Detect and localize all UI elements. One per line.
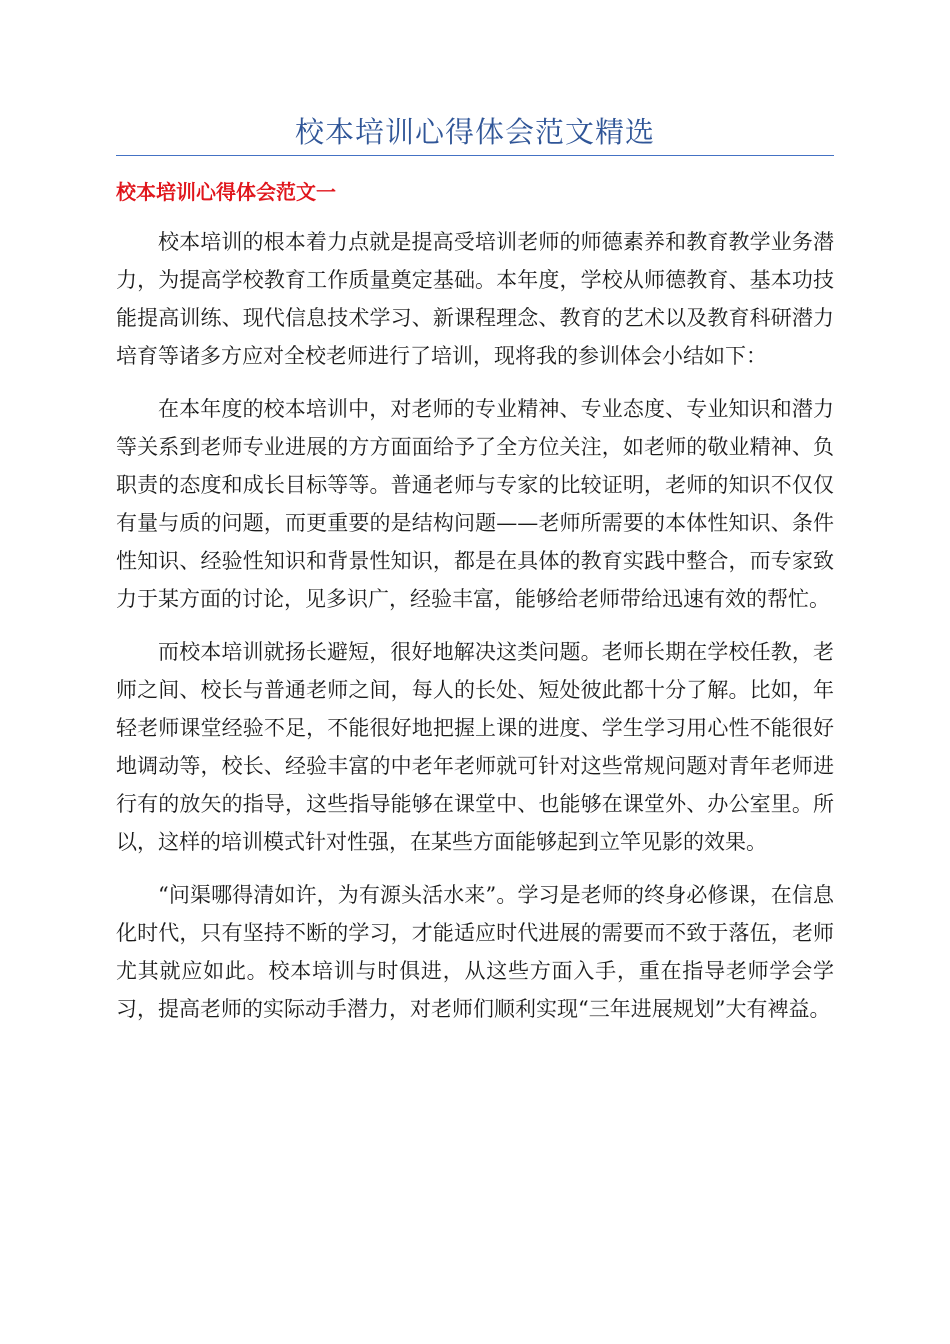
document-title: 校本培训心得体会范文精选 <box>294 115 655 149</box>
body-paragraph-4: “问渠哪得清如许，为有源头活水来”。学习是老师的终身必修课，在信息化时代，只有坚持不断的学习，才能适应时代进展的需要而不致于落伍，老师尤其就应如此。校本培训与时俱进，从这些方面入手，重在指导老师学会学习，提高老师的实际动手潜力，对老师们顺利实现“三年进展规划”大有裨益。 <box>116 883 834 1021</box>
document-body <box>116 223 834 1043</box>
body-paragraph-1: 校本培训的根本着力点就是提高受培训老师的师德素养和教育教学业务潜力，为提高学校教育工作质量奠定基础。本年度，学校从师德教育、基本功技能提高训练、现代信息技术学习、新课程理念、教育的艺术以及教育科研潜力培育等诸多方应对全校老师进行了培训，现将我的参训体会小结如下： <box>116 230 834 368</box>
body-paragraph-3: 而校本培训就扬长避短，很好地解决这类问题。老师长期在学校任教，老师之间、校长与普通老师之间，每人的长处、短处彼此都十分了解。比如，年轻老师课堂经验不足，不能很好地把握上课的进度、学生学习用心性不能很好地调动等，校长、经验丰富的中老年老师就可针对这些常规问题对青年老师进行有的放矢的指导，这些指导能够在课堂中、也能够在课堂外、办公室里。所以，这样的培训模式针对性强，在某些方面能够起到立竿见影的效果。 <box>116 640 834 854</box>
body-paragraph-2: 在本年度的校本培训中，对老师的专业精神、专业态度、专业知识和潜力等关系到老师专业进展的方方面面给予了全方位关注，如老师的敬业精神、负职责的态度和成长目标等等。普通老师与专家的比较证明，老师的知识不仅仅有量与质的问题，而更重要的是结构问题——老师所需要的本体性知识、条件性知识、经验性知识和背景性知识，都是在具体的教育实践中整合，而专家致力于某方面的讨论，见多识广，经验丰富，能够给老师带给迅速有效的帮忙。 <box>116 397 834 611</box>
title-underline <box>116 155 834 156</box>
section-heading: 校本培训心得体会范文一 <box>116 180 336 204</box>
